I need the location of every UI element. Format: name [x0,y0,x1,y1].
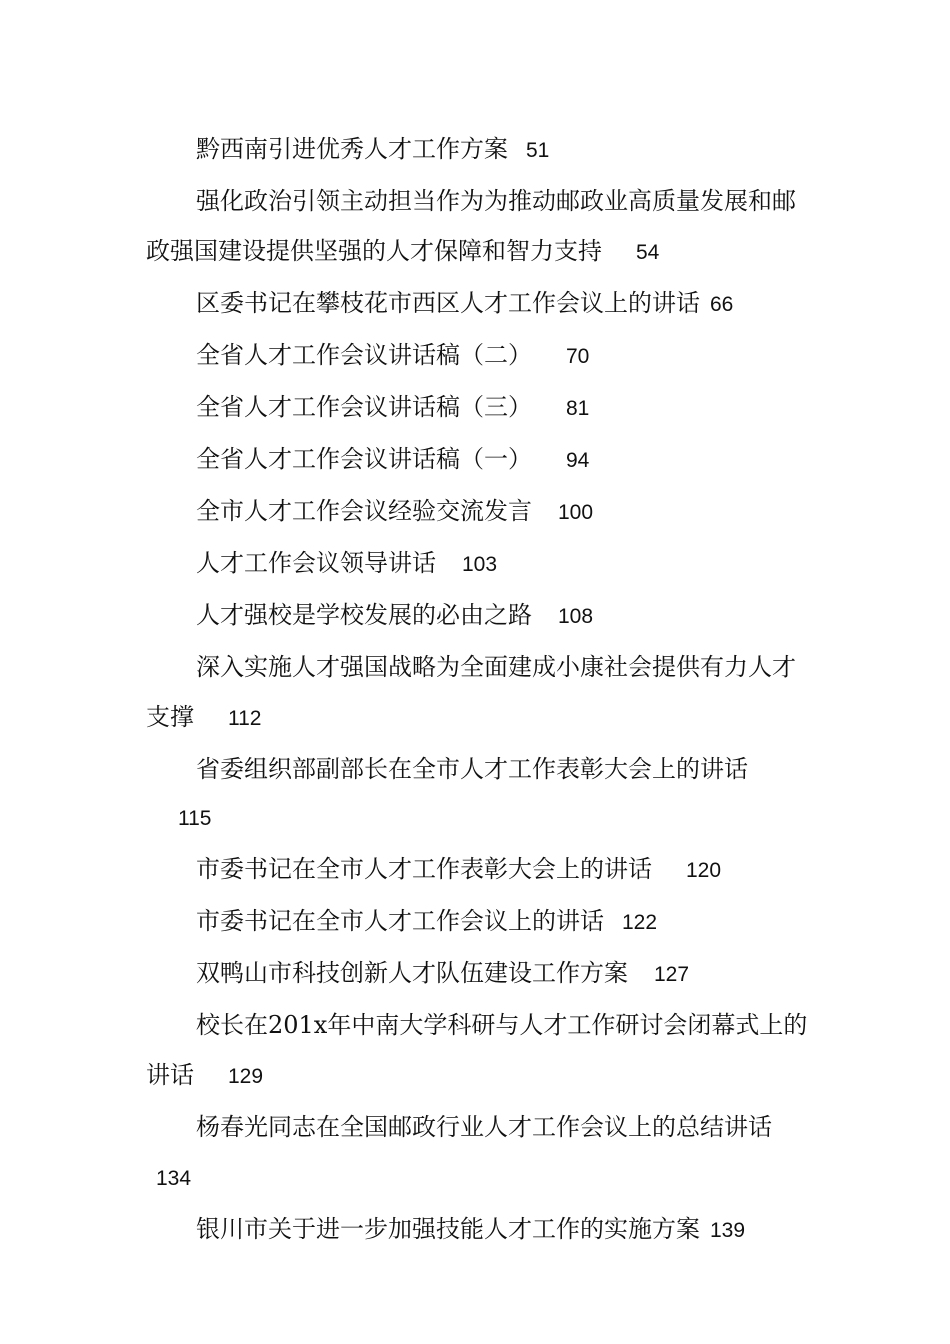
toc-entry-page: 108 [558,605,594,628]
toc-entry-page: 139 [710,1219,746,1242]
toc-entry-title: 黔西南引进优秀人才工作方案 [196,135,508,163]
toc-list [146,124,808,1256]
toc-entry[interactable] [146,590,808,642]
toc-entry-page: 103 [462,553,498,576]
toc-entry[interactable] [146,382,808,434]
toc-entry[interactable] [146,744,808,844]
toc-entry-title: 银川市关于进一步加强技能人才工作的实施方案 [196,1215,700,1243]
toc-entry[interactable] [146,948,808,1000]
toc-entry-title: 全省人才工作会议讲话稿（二） [196,341,532,369]
toc-entry[interactable] [146,434,808,486]
toc-entry-page: 81 [566,397,590,420]
toc-entry-page: 51 [526,139,550,162]
toc-entry-page: 112 [228,707,262,730]
toc-entry[interactable] [146,176,808,278]
toc-entry[interactable] [146,1204,808,1256]
toc-entry-page: 134 [156,1167,192,1190]
toc-entry-title: 省委组织部副部长在全市人才工作表彰大会上的讲话 [196,755,748,783]
toc-entry-title: 校长在201x年中南大学科研与人才工作研讨会闭幕式上的讲话 [146,1011,808,1089]
toc-entry-title: 双鸭山市科技创新人才队伍建设工作方案 [196,959,628,987]
toc-entry-title: 全省人才工作会议讲话稿（一） [196,445,532,473]
toc-entry-title: 人才工作会议领导讲话 [196,549,436,577]
toc-entry-page: 120 [686,859,722,882]
toc-entry-page: 54 [636,241,660,264]
toc-entry-title: 全省人才工作会议讲话稿（三） [196,393,532,421]
toc-entry-title: 区委书记在攀枝花市西区人才工作会议上的讲话 [196,289,700,317]
toc-entry[interactable] [146,124,808,176]
toc-entry-title: 强化政治引领主动担当作为为推动邮政业高质量发展和邮政强国建设提供坚强的人才保障和智力支持 [146,187,796,265]
toc-entry-page: 127 [654,963,690,986]
toc-entry-title: 全市人才工作会议经验交流发言 [196,497,532,525]
toc-entry-page: 122 [622,911,658,934]
toc-entry-page: 129 [228,1065,264,1088]
toc-entry[interactable] [146,896,808,948]
toc-entry-title: 市委书记在全市人才工作表彰大会上的讲话 [196,855,652,883]
toc-entry[interactable] [146,486,808,538]
toc-entry-page: 70 [566,345,590,368]
toc-entry[interactable] [146,1102,808,1204]
toc-entry[interactable] [146,642,808,744]
toc-entry[interactable] [146,844,808,896]
toc-entry-title: 市委书记在全市人才工作会议上的讲话 [196,907,604,935]
toc-entry-page: 115 [178,807,212,830]
toc-entry-page: 100 [558,501,594,524]
toc-entry-page: 94 [566,449,590,472]
toc-entry-title: 人才强校是学校发展的必由之路 [196,601,532,629]
toc-entry[interactable] [146,278,808,330]
toc-entry-title: 杨春光同志在全国邮政行业人才工作会议上的总结讲话 [196,1113,772,1141]
toc-entry-page: 66 [710,293,734,316]
toc-entry[interactable] [146,1000,808,1102]
toc-entry-title: 深入实施人才强国战略为全面建成小康社会提供有力人才支撑 [146,653,796,731]
toc-entry[interactable] [146,330,808,382]
toc-entry[interactable] [146,538,808,590]
